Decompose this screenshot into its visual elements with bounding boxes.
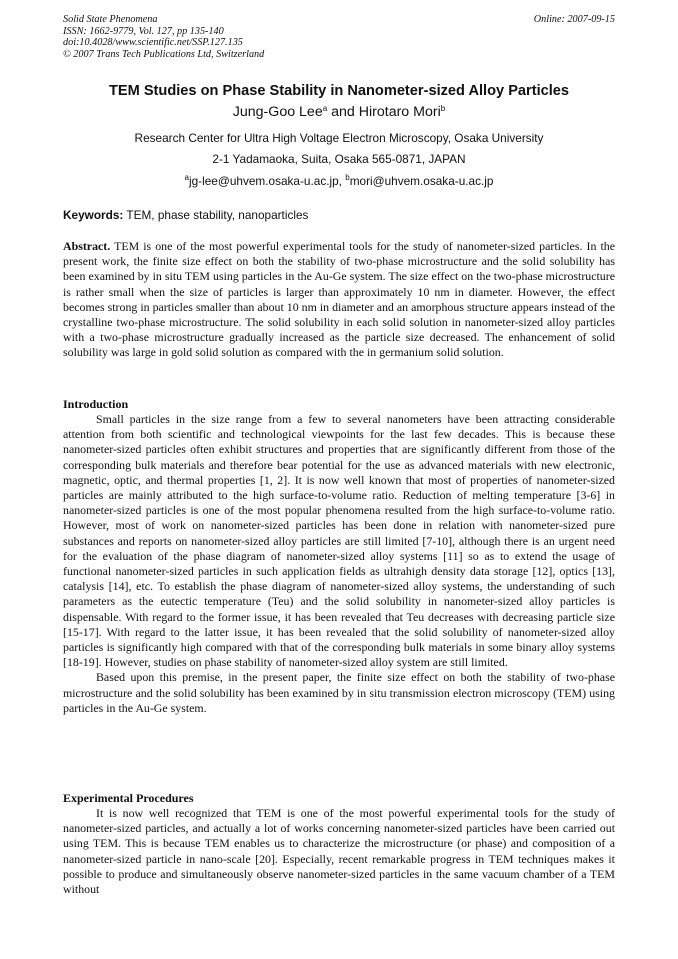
section-heading-introduction: Introduction: [63, 397, 129, 411]
paragraph: Small particles in the size range from a few to several nanometers have been attracting considerable attention from both scientific and technological viewpoints for the last few decades. This is because these nanometer-sized particles often exhibit structures and properties that are significantly different from those of the corresponding bulk materials and therefore bear potential for the use as advanced materials with new electronic, magnetic, optic, and thermal properties [1, 2]. It is now well known that most of properties of nanometer-sized particles are mainly attributed to the high surface-to-volume ratio. Reduction of melting temperature [3-6] in nanometer-sized particles is one of the most popular phenomena resulted from the high surface-to-volume ratio. However, most of work on nanometer-sized particles has been done in relation with nanometer-sized pure substances and reports on nanometer-sized alloy particles are still limited [7-10], although there is an urgent need for the evaluation of the phase diagram of nanometer-sized alloy systems [11] so as to extend the usage of functional nanometer-sized particles in such application fields as ultrahigh density data storage [12], optics [13], catalysis [14], etc. To establish the phase diagram of nanometer-sized alloy systems, the understanding of such parameters as the eutectic temperature (Teu) and the solid solubility in nanometer-sized alloy particles is dispensable. With regard to the former issue, it has been revealed that Teu decreases with decreasing particle size [15-17]. With regard to the latter issue, it has been revealed that the solid solubility of nanometer-sized alloy particles is significantly high compared with that of the corresponding bulk materials in some binary alloy systems [18-19]. However, studies on phase stability of nanometer-sized alloy system are still limited.: [63, 412, 615, 670]
journal-header: [63, 14, 264, 60]
keywords: [63, 208, 308, 222]
author-affil-mark: a: [322, 104, 328, 113]
introduction-body: [63, 412, 615, 716]
email-mark: a: [184, 173, 189, 182]
paragraph: Based upon this premise, in the present paper, the finite size effect on both the stability of two-phase microstructure and the solid solubility has been examined by in situ transmission electron microscopy (TEM) using particles in the Au-Ge system.: [63, 670, 615, 715]
affiliation-address: 2-1 Yadamaoka, Suita, Osaka 565-0871, JAPAN: [212, 152, 466, 166]
email-link[interactable]: mori@uhvem.osaka-u.ac.jp: [349, 174, 494, 188]
affiliation-institution: Research Center for Ultra High Voltage Electron Microscopy, Osaka University: [134, 131, 544, 145]
abstract: [63, 239, 615, 361]
affiliation-emails: [0, 174, 678, 188]
abstract-text: TEM is one of the most powerful experimental tools for the study of nanometer-sized particles. In the present work, the finite size effect on both the stability of two-phase microstructure and the solid solubility has been examined by in situ TEM using particles in the Au-Ge system. The size effect on the two-phase microstructure is rather small when the size of particles is larger than approximately 10 nm in diameter. However, the effect becomes strong in particles smaller than about 10 nm in diameter and an amorphous structure appears instead of the crystalline two-phase microstructure. The solid solubility in each solid solution in nanometer-sized alloy particles with a two-phase microstructure gradually increased as the particle size decreased. The enhancement of solid solubility was large in gold solid solution as compared with the in germanium solid solution.: [63, 239, 615, 360]
abstract-label: Abstract.: [63, 239, 111, 253]
author-conjunction: and: [327, 104, 359, 120]
paragraph: It is now well recognized that TEM is one of the most powerful experimental tools for the study of nanometer-sized particles, and actually a lot of works concerning nanometer-sized particles have been carried out using TEM. This is because TEM enables us to characterize the microstructure (or phase) and composition of a nanometer-sized particle in nano-scale [20]. Especially, recent remarkable progress in TEM techniques makes it possible to produce and simultaneously observe nanometer-sized particles in the same vacuum chamber of a TEM without: [63, 806, 615, 897]
author-name: Jung-Goo Lee: [232, 104, 323, 120]
journal-issn: ISSN: 1662-9779, Vol. 127, pp 135-140: [63, 25, 224, 37]
keywords-label: Keywords:: [63, 208, 124, 222]
journal-doi: doi:10.4028/www.scientific.net/SSP.127.135: [63, 37, 243, 48]
section-heading-experimental: Experimental Procedures: [63, 791, 194, 805]
author-affil-mark: b: [440, 104, 446, 113]
author-line: [0, 104, 678, 120]
journal-copyright: © 2007 Trans Tech Publications Ltd, Switzerland: [63, 48, 265, 60]
keywords-text: TEM, phase stability, nanoparticles: [123, 208, 309, 222]
journal-name: Solid State Phenomena: [63, 14, 158, 25]
experimental-body: [63, 806, 615, 897]
online-date: Online: 2007-09-15: [533, 14, 615, 25]
email-mark: b: [345, 173, 350, 182]
author-name: Hirotaro Mori: [358, 104, 441, 120]
email-link[interactable]: jg-lee@uhvem.osaka-u.ac.jp,: [189, 174, 346, 188]
paper-title: TEM Studies on Phase Stability in Nanometer-sized Alloy Particles: [108, 83, 570, 99]
